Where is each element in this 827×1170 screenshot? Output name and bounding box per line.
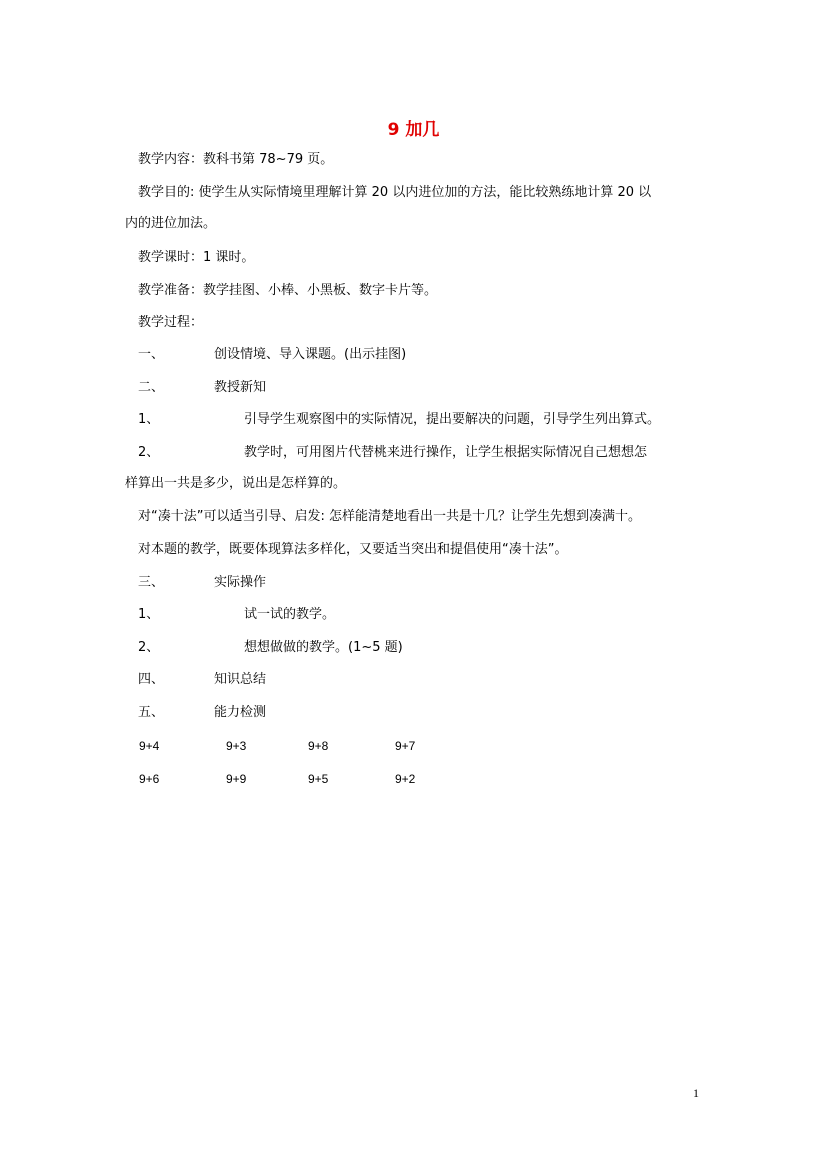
section-2-number: 二、	[138, 380, 165, 395]
page-number: 1	[693, 1086, 699, 1100]
section-3-text: 实际操作	[214, 575, 267, 590]
section-4-text: 知识总结	[214, 672, 267, 687]
subitem-1-text: 引导学生观察图中的实际情况，提出要解决的问题，引导学生列出算式。	[244, 412, 661, 427]
exercise-item: 9+7	[395, 739, 416, 753]
teaching-goal-line-1: 教学目的: 使学生从实际情境里理解计算 20 以内进位加的方法，能比较熟练地计算 20 以	[138, 185, 652, 200]
subitem-4-number: 2、	[138, 640, 160, 655]
exercise-item: 9+8	[308, 739, 329, 753]
teaching-hours: 教学课时：1 课时。	[138, 250, 255, 265]
subitem-3-number: 1、	[138, 607, 160, 622]
teaching-goal-line-2: 内的进位加法。	[125, 216, 217, 231]
section-1-text: 创设情境、导入课题。(出示挂图)	[214, 347, 407, 362]
note-2: 对本题的教学，既要体现算法多样化，又要适当突出和提倡使用“凑十法”。	[138, 542, 568, 557]
exercise-item: 9+2	[395, 772, 416, 786]
subitem-3-text: 试一试的教学。	[244, 607, 336, 622]
exercise-item: 9+3	[226, 739, 247, 753]
note-1: 对“凑十法”可以适当引导、启发: 怎样能清楚地看出一共是十几？让学生先想到凑满十。	[138, 509, 641, 524]
subitem-1-number: 1、	[138, 412, 160, 427]
section-5-text: 能力检测	[214, 705, 267, 720]
subitem-2-number: 2、	[138, 445, 160, 460]
section-5-number: 五、	[138, 705, 165, 720]
teaching-prep: 教学准备：教学挂图、小棒、小黑板、数字卡片等。	[138, 283, 438, 298]
subitem-4-text: 想想做做的教学。(1~5 题)	[244, 640, 403, 655]
exercise-item: 9+4	[139, 739, 160, 753]
document-title: 9 加几	[387, 120, 440, 140]
section-2-text: 教授新知	[214, 380, 267, 395]
subitem-2-continuation: 样算出一共是多少，说出是怎样算的。	[125, 476, 347, 491]
exercise-item: 9+5	[308, 772, 329, 786]
exercise-item: 9+9	[226, 772, 247, 786]
teaching-content: 教学内容：教科书第 78~79 页。	[138, 152, 334, 167]
subitem-2-text: 教学时，可用图片代替桃来进行操作，让学生根据实际情况自己想想怎	[244, 445, 648, 460]
teaching-process-heading: 教学过程：	[138, 315, 204, 330]
section-1-number: 一、	[138, 347, 165, 362]
exercise-item: 9+6	[139, 772, 160, 786]
section-3-number: 三、	[138, 575, 165, 590]
section-4-number: 四、	[138, 672, 165, 687]
